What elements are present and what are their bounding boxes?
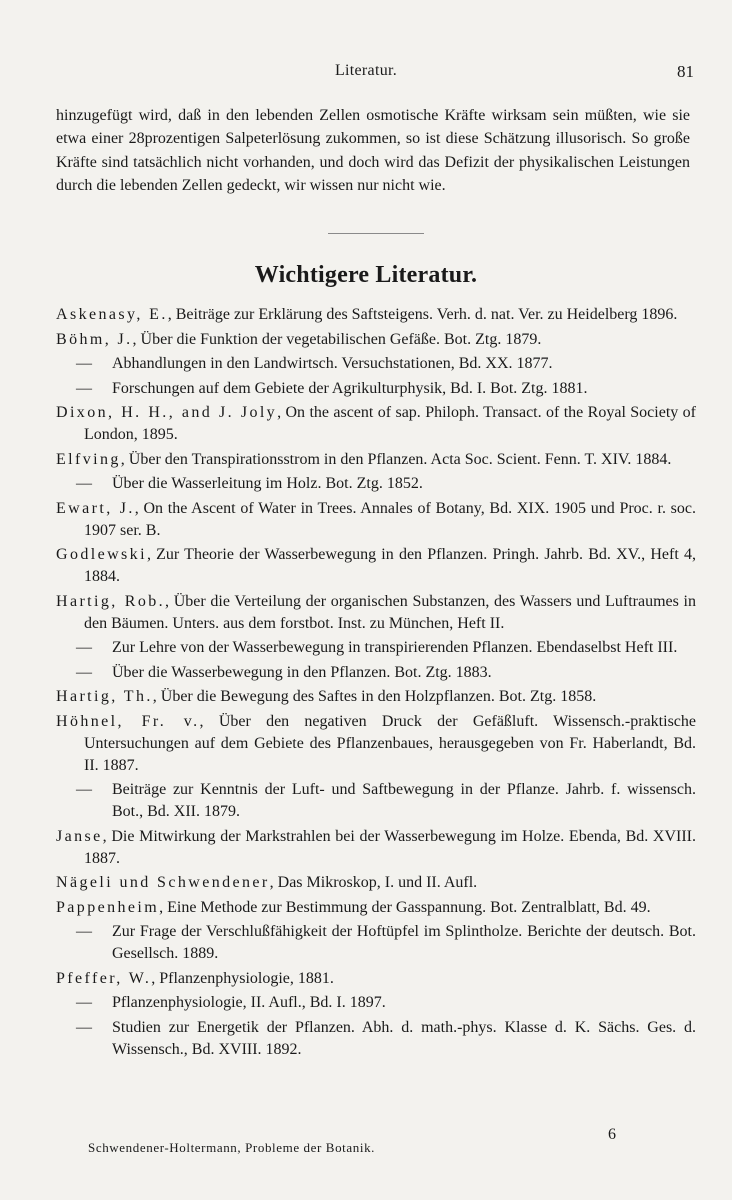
reference-subentry: [56, 353, 696, 375]
reference-subentry: [56, 378, 696, 400]
intro-paragraph: hinzugefügt wird, daß in den lebenden Zellen osmotische Kräfte wirksam sein müßten, wie sie etwa einer 28prozentigen Salpeterlösung zukommen, so ist diese Schätzung illusorisch. So große Kräfte sind tatsächlich nicht vorhanden, und doch wird das Defizit der physikalischen Leistungen durch die lebenden Zellen gedeckt, wir wissen nur nicht wie.: [56, 107, 690, 195]
reference-text: , On the ascent of sap. Philoph. Transact. of the Royal Society of London, 1895.: [84, 404, 697, 443]
reference-entry: [56, 897, 696, 919]
ditto-dash: —: [76, 475, 92, 492]
reference-text: , Über den Transpirationsstrom in den Pflanzen. Acta Soc. Scient. Fenn. T. XIV. 1884.: [120, 450, 672, 468]
reference-subentry: [56, 779, 696, 823]
reference-subentry: [56, 662, 696, 684]
ditto-dash: —: [76, 923, 92, 940]
ditto-dash: —: [76, 639, 92, 656]
reference-entry: [56, 304, 696, 326]
reference-entry: [56, 711, 696, 777]
footer-signature-line: Schwendener-Holtermann, Probleme der Botanik.: [88, 1140, 376, 1155]
reference-entry: [56, 329, 696, 351]
reference-author: Nägeli und Schwendener: [56, 874, 270, 891]
reference-subentry: [56, 1017, 696, 1061]
ditto-dash: —: [76, 994, 92, 1011]
reference-text: Beiträge zur Kenntnis der Luft- und Saftbewegung in der Pflanze. Jahrb. f. wissensch. Bot., Bd. XII. 1879.: [112, 781, 696, 820]
ditto-dash: —: [76, 781, 92, 798]
reference-subentry: [56, 992, 696, 1014]
ditto-dash: —: [76, 355, 92, 372]
reference-text: , Beiträge zur Erklärung des Saftsteigens. Verh. d. nat. Ver. zu Heidelberg 1896.: [167, 306, 678, 323]
reference-entry: [56, 591, 696, 635]
running-title: Literatur.: [334, 62, 398, 79]
reference-entry: [56, 968, 696, 990]
reference-text: , Die Mitwirkung der Markstrahlen bei der Wasserbewegung im Holze. Ebenda, Bd. XVIII. 1887.: [84, 827, 696, 867]
reference-entry: [56, 449, 696, 471]
page-number: 81: [677, 62, 694, 81]
reference-author: Böhm, J.: [56, 330, 133, 348]
reference-text: Studien zur Energetik der Pflanzen. Abh. d. math.-phys. Klasse d. K. Sächs. Ges. d. Wissensch., Bd. XVIII. 1892.: [112, 1018, 696, 1058]
reference-text: Über die Wasserbewegung in den Pflanzen. Bot. Ztg. 1883.: [112, 663, 492, 681]
reference-author: Hartig, Rob.: [56, 592, 166, 610]
reference-text: Pflanzenphysiologie, II. Aufl., Bd. I. 1897.: [112, 994, 386, 1011]
reference-author: Ewart, J.: [56, 499, 135, 517]
reference-author: Dixon, H. H., and J. Joly: [56, 404, 278, 421]
reference-text: , Über die Funktion der vegetabilischen Gefäße. Bot. Ztg. 1879.: [132, 330, 542, 348]
reference-text: Abhandlungen in den Landwirtsch. Versuchstationen, Bd. XX. 1877.: [112, 355, 553, 372]
ditto-dash: —: [76, 663, 92, 681]
reference-entry: [56, 686, 696, 708]
reference-text: Forschungen auf dem Gebiete der Agrikulturphysik, Bd. I. Bot. Ztg. 1881.: [112, 379, 588, 397]
sheet-signature: 6: [608, 1126, 616, 1143]
reference-author: Elfving: [56, 450, 121, 468]
reference-entry: [56, 826, 696, 870]
reference-author: Pfeffer, W.: [56, 969, 152, 987]
reference-author: Hartig, Th.: [56, 688, 153, 705]
reference-subentry: [56, 473, 696, 495]
reference-text: , On the Ascent of Water in Trees. Annales of Botany, Bd. XIX. 1905 und Proc. r. soc. 1907 ser. B.: [84, 499, 697, 539]
reference-text: , Eine Methode zur Bestimmung der Gasspannung. Bot. Zentralblatt, Bd. 49.: [159, 898, 651, 916]
reference-author: Godlewski: [56, 546, 147, 563]
reference-author: Askenasy, E.: [56, 306, 168, 323]
reference-text: , Über die Bewegung des Saftes in den Holzpflanzen. Bot. Ztg. 1858.: [152, 688, 597, 705]
section-heading: Wichtigere Literatur.: [254, 262, 478, 288]
reference-entry: [56, 544, 696, 588]
reference-text: Zur Lehre von der Wasserbewegung in transpirierenden Pflanzen. Ebendaselbst Heft III.: [112, 639, 678, 656]
reference-text: Über die Wasserleitung im Holz. Bot. Ztg. 1852.: [112, 475, 423, 492]
reference-entry: [56, 402, 696, 446]
reference-text: , Zur Theorie der Wasserbewegung in den Pflanzen. Pringh. Jahrb. Bd. XV., Heft 4, 1884.: [84, 546, 696, 585]
reference-author: Pappenheim: [56, 898, 160, 916]
ditto-dash: —: [76, 1018, 92, 1036]
reference-entry: [56, 498, 696, 542]
reference-text: , Das Mikroskop, I. und II. Aufl.: [269, 874, 478, 891]
reference-subentry: [56, 921, 696, 965]
reference-text: , Über die Verteilung der organischen Substanzen, des Wassers und Luftraumes in den Bäumen. Unters. aus dem forstbot. Inst. zu München, Heft II.: [84, 592, 696, 632]
reference-author: Höhnel, Fr. v.: [56, 712, 200, 730]
reference-subentry: [56, 637, 696, 659]
reference-entry: [56, 872, 696, 894]
section-divider: [328, 233, 424, 234]
reference-author: Janse: [56, 827, 103, 845]
ditto-dash: —: [76, 379, 92, 397]
literature-list: [56, 304, 696, 1063]
reference-text: Zur Frage der Verschlußfähigkeit der Hoftüpfel im Splintholze. Berichte der deutsch. Bot. Gesellsch. 1889.: [112, 923, 696, 962]
reference-text: , Über den negativen Druck der Gefäßluft. Wissensch.-praktische Untersuchungen auf dem Gebiete des Pflanzenbaues, herausgegeben von Fr. Haberlandt, Bd. II. 1887.: [84, 712, 696, 774]
running-head: [0, 62, 732, 84]
reference-text: , Pflanzenphysiologie, 1881.: [151, 969, 334, 987]
